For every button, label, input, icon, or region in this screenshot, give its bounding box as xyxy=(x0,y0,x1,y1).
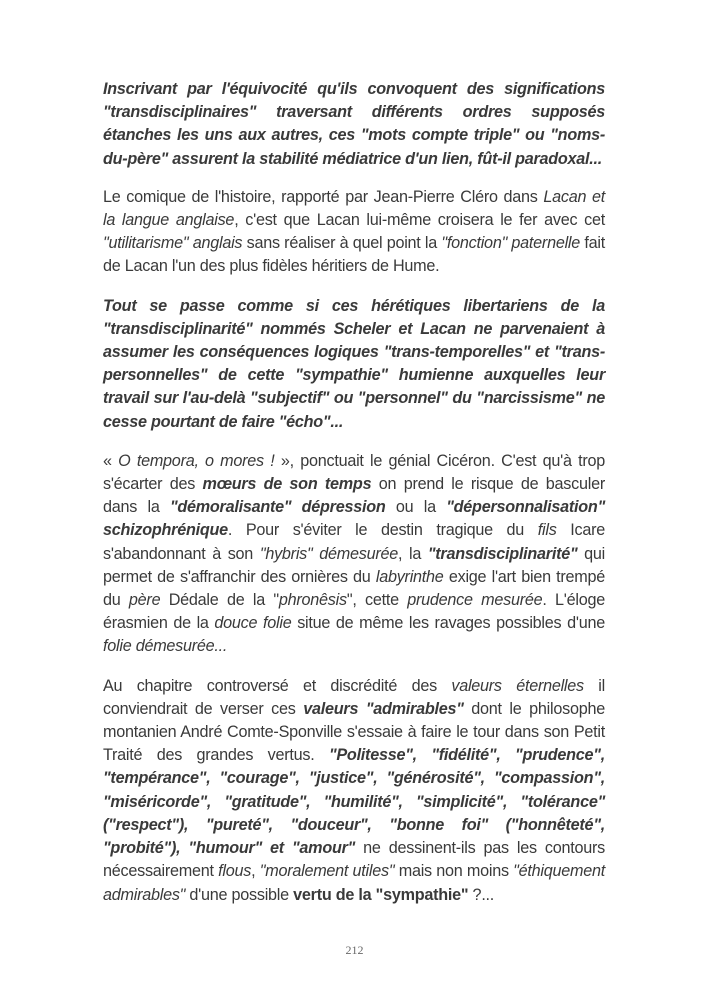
text-segment: , c'est que Lacan lui-même croisera le fer avec cet xyxy=(234,211,605,230)
emphasis: "moralement utiles" xyxy=(259,862,395,881)
text-segment: . Pour s'éviter le destin tragique du xyxy=(227,521,538,540)
emphasis: valeurs éternelles xyxy=(451,676,584,695)
text-segment: dont le philosophe montanien André Comte-Sponville s'essaie à faire le tour dans son Petit Traité des grandes vertus. xyxy=(103,699,605,765)
emphasis: fils xyxy=(537,521,557,540)
text-segment: Au chapitre controversé et discrédité des xyxy=(103,676,452,695)
paragraph-equivocite xyxy=(103,78,605,171)
paragraph-heretiques xyxy=(103,295,605,434)
emphasis: "éthiquement admirables" xyxy=(103,862,606,904)
text-segment: sans réaliser à quel point la xyxy=(242,234,442,253)
text-segment: ?... xyxy=(468,885,495,904)
emphasis: mœurs de son temps xyxy=(202,475,372,494)
emphasis: vertu de la "sympathie" xyxy=(293,885,469,904)
page-number: 212 xyxy=(345,943,364,957)
text-segment: Icare s'abandonnant à son xyxy=(103,521,605,563)
emphasis: "fonction" paternelle xyxy=(441,234,581,253)
text-segment: Dédale de la " xyxy=(160,591,279,610)
emphasis: "démoralisante" dépression xyxy=(169,498,386,517)
text-segment: exige l'art bien trempé du xyxy=(103,567,605,610)
emphasis: flous xyxy=(218,862,252,881)
document-page xyxy=(103,78,605,922)
text-segment: Le comique de l'histoire, rapporté par Jean-Pierre Cléro dans xyxy=(103,187,544,206)
emphasis: prudence mesurée xyxy=(407,591,543,610)
paragraph-text: Inscrivant par l'équivocité qu'ils convoquent des significations "transdisciplinaires" traversant différents ordres supposés étanches les uns aux autres, ces "mots compte triple" ou "noms-du-père" assurent la stabilité médiatrice d'un lien, fût-il paradoxal... xyxy=(103,80,605,168)
emphasis: labyrinthe xyxy=(375,567,444,586)
text-segment: », ponctuait le génial Cicéron. C'est qu'à trop s'écarter des xyxy=(103,451,605,494)
virtues-list: "Politesse", "fidélité", "prudence", "tempérance", "courage", "justice", "générosité", "compassion", "miséricorde", "gratitude", "humilité", "simplicité", "tolérance" ("respect"), "pureté", "douceur", "bonne foi" ("honnêteté", "probité"), "humour" et "amour" xyxy=(103,746,605,858)
emphasis: "utilitarisme" anglais xyxy=(103,234,243,253)
text-segment: mais non moins xyxy=(394,862,514,881)
text-segment: il conviendrait de verser ces xyxy=(103,676,605,718)
emphasis: douce folie xyxy=(214,614,292,633)
emphasis: folie démesurée... xyxy=(103,637,228,656)
text-segment: ne dessinent-ils pas les contours nécessairement xyxy=(103,839,605,881)
text-segment: , la xyxy=(398,544,428,563)
text-segment: fait de Lacan l'un des plus fidèles héritiers de Hume. xyxy=(103,234,605,276)
book-title: Lacan et la langue anglaise xyxy=(103,187,605,230)
emphasis: phronêsis xyxy=(278,591,347,610)
text-segment: on prend le risque de basculer dans la xyxy=(103,475,605,517)
text-segment: situe de même les ravages possibles d'une xyxy=(291,614,605,633)
text-segment: d'une possible xyxy=(185,885,294,904)
text-segment: « xyxy=(103,451,119,470)
text-segment: . L'éloge érasmien de la xyxy=(103,591,605,633)
emphasis: valeurs "admirables" xyxy=(303,699,464,718)
text-segment: ", cette xyxy=(346,591,408,610)
emphasis: "transdisciplinarité" xyxy=(427,544,578,563)
paragraph-clero-lacan xyxy=(103,186,605,279)
paragraph-valeurs xyxy=(103,675,605,907)
emphasis: "dépersonnalisation" schizophrénique xyxy=(103,498,605,540)
paragraph-text: Tout se passe comme si ces hérétiques libertariens de la "transdisciplinarité" nommés Scheler et Lacan ne parvenaient à assumer les conséquences logiques "trans-temporelles" et "trans-personnelles" de cette "sympathie" humienne auxquelles leur travail sur l'au-delà "subjectif" ou "personnel" du "narcissisme" ne cesse pourtant de faire "écho"... xyxy=(103,296,605,431)
paragraph-o-tempora xyxy=(103,450,605,659)
text-segment: ou la xyxy=(385,498,447,517)
text-segment: qui permet de s'affranchir des ornières du xyxy=(103,544,606,586)
quote-latin: O tempora, o mores ! xyxy=(118,451,275,470)
emphasis: "hybris" démesurée xyxy=(259,544,398,563)
text-segment: , xyxy=(251,862,260,881)
emphasis: père xyxy=(128,591,161,610)
